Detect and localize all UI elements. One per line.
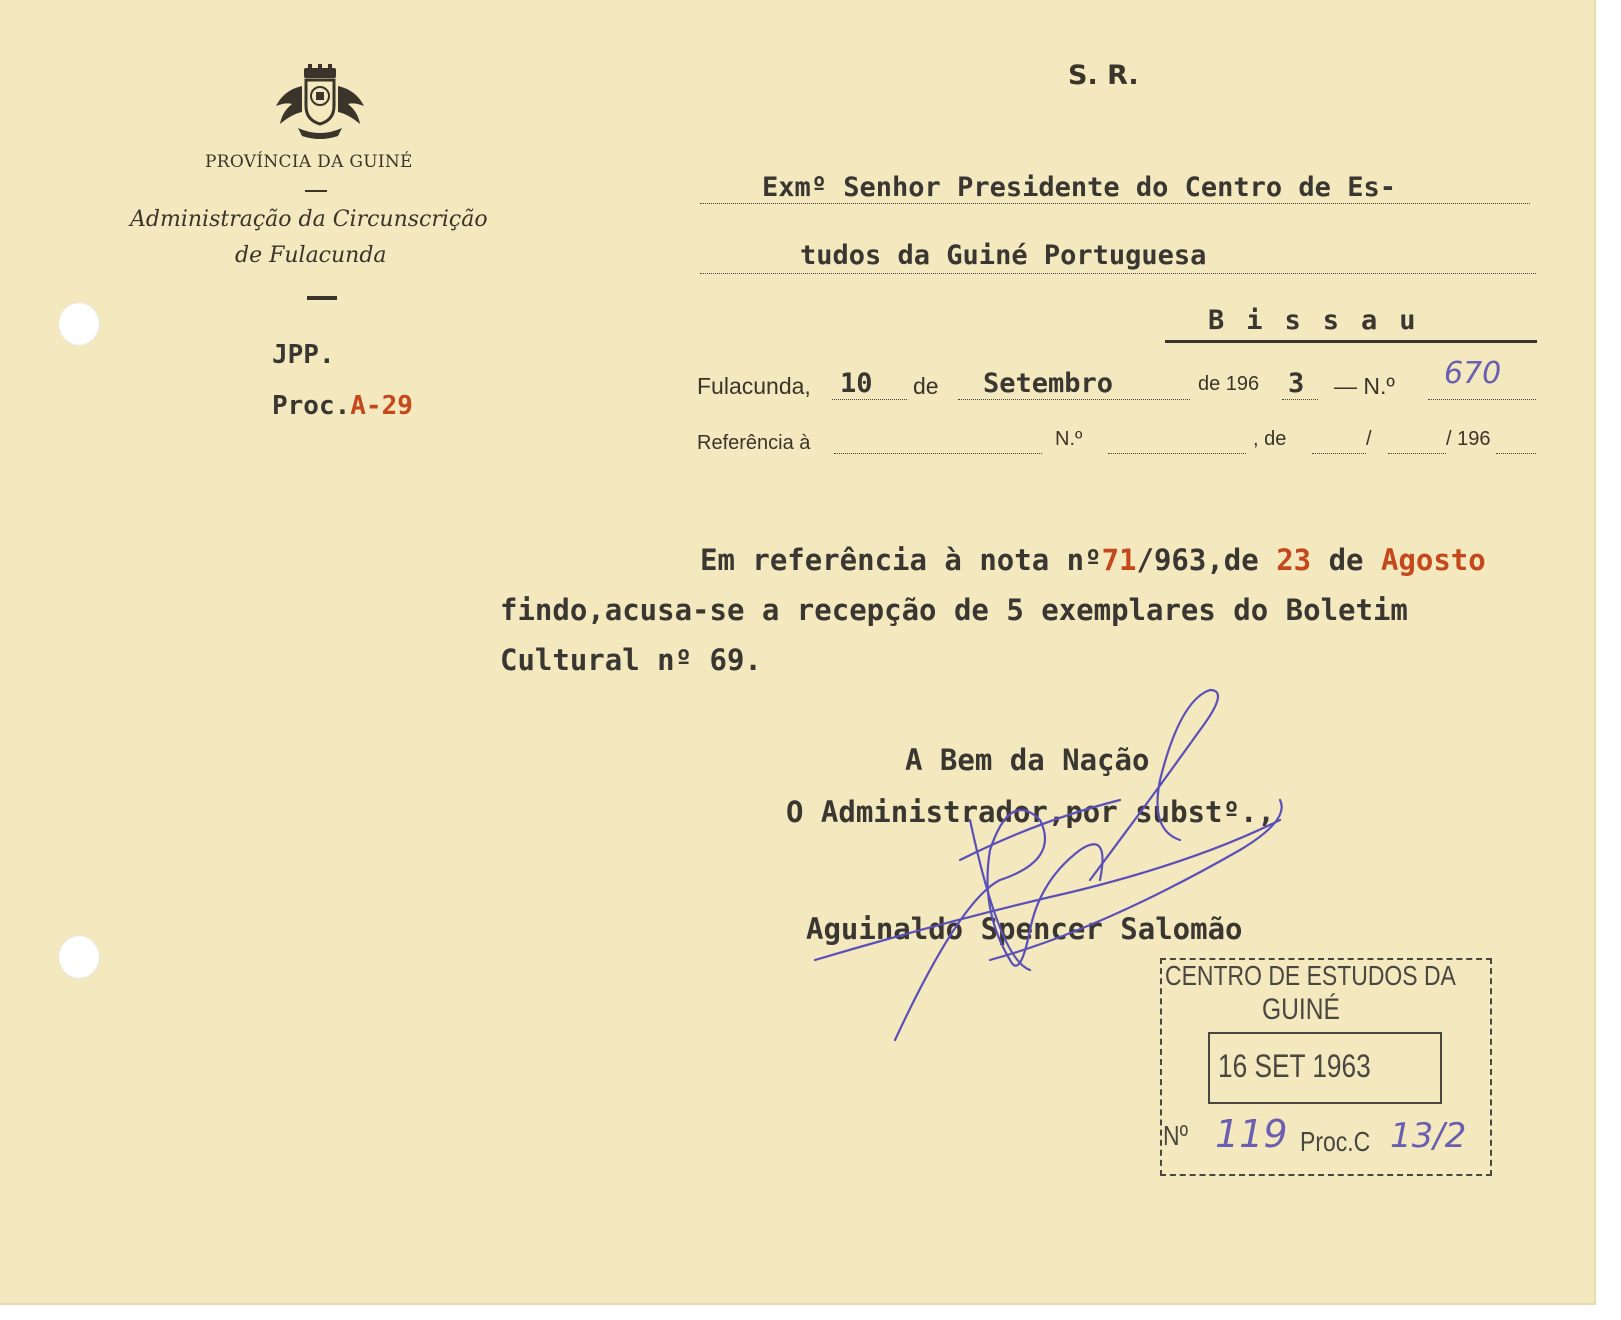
stamp-no-label: Nº (1163, 1120, 1188, 1151)
note-day: 23 (1276, 543, 1312, 577)
province-title: PROVÍNCIA DA GUINÉ (205, 152, 413, 172)
number-label: — N.º (1334, 373, 1395, 399)
service-mark: S. R. (1068, 60, 1139, 91)
note-year: /963,de (1136, 543, 1277, 577)
date-day: 10 (840, 368, 873, 399)
body-line-3: Cultural nº 69. (500, 643, 762, 677)
administration-line-1: Administração da Circunscrição (130, 207, 488, 232)
salutation: A Bem da Nação (905, 743, 1150, 777)
body-line-1-prefix: Em referência à nota nº (700, 543, 1102, 577)
process-prefix: Proc. (272, 391, 351, 421)
reference-de-label: , de (1253, 428, 1287, 450)
reference-label: Referência à (697, 432, 811, 454)
note-month: Agosto (1380, 543, 1486, 577)
year-label: de 196 (1198, 373, 1260, 395)
stamp-proc-label: Proc.C (1300, 1126, 1371, 1157)
de-label: de (913, 373, 939, 399)
recipient-city: Bissau (1208, 305, 1438, 336)
administration-line-2: de Fulacunda (235, 243, 387, 268)
place-label: Fulacunda, (697, 373, 811, 399)
body-line-2: findo,acusa-se a recepção de 5 exemplares do Boletim (500, 593, 1408, 627)
initials: JPP. (272, 340, 335, 370)
stamp-line-2: GUINÉ (1262, 993, 1340, 1026)
signatory-role: O Administrador,por substº., (786, 795, 1275, 829)
stamp-proc-value: 13/2 (1390, 1116, 1467, 1156)
year-digit: 3 (1288, 368, 1305, 399)
document-number: 670 (1444, 356, 1502, 391)
process-number: A-29 (350, 391, 413, 421)
note-number: 71 (1101, 543, 1137, 577)
reference-no-label: N.º (1055, 428, 1083, 450)
signatory-name: Aguinaldo Spencer Salomão (806, 912, 1243, 946)
date-month: Setembro (983, 368, 1114, 399)
reference-year-label: / 196 (1446, 428, 1491, 450)
recipient-line-2: tudos da Guiné Portuguesa (800, 240, 1207, 271)
reference-slash: / (1366, 428, 1372, 450)
stamp-no-value: 119 (1215, 1112, 1288, 1156)
note-de: de (1311, 543, 1381, 577)
stamp-line-1: CENTRO DE ESTUDOS DA (1165, 960, 1456, 991)
stamp-date: 16 SET 1963 (1218, 1048, 1371, 1084)
recipient-line-1: Exmº Senhor Presidente do Centro de Es- (762, 172, 1396, 203)
